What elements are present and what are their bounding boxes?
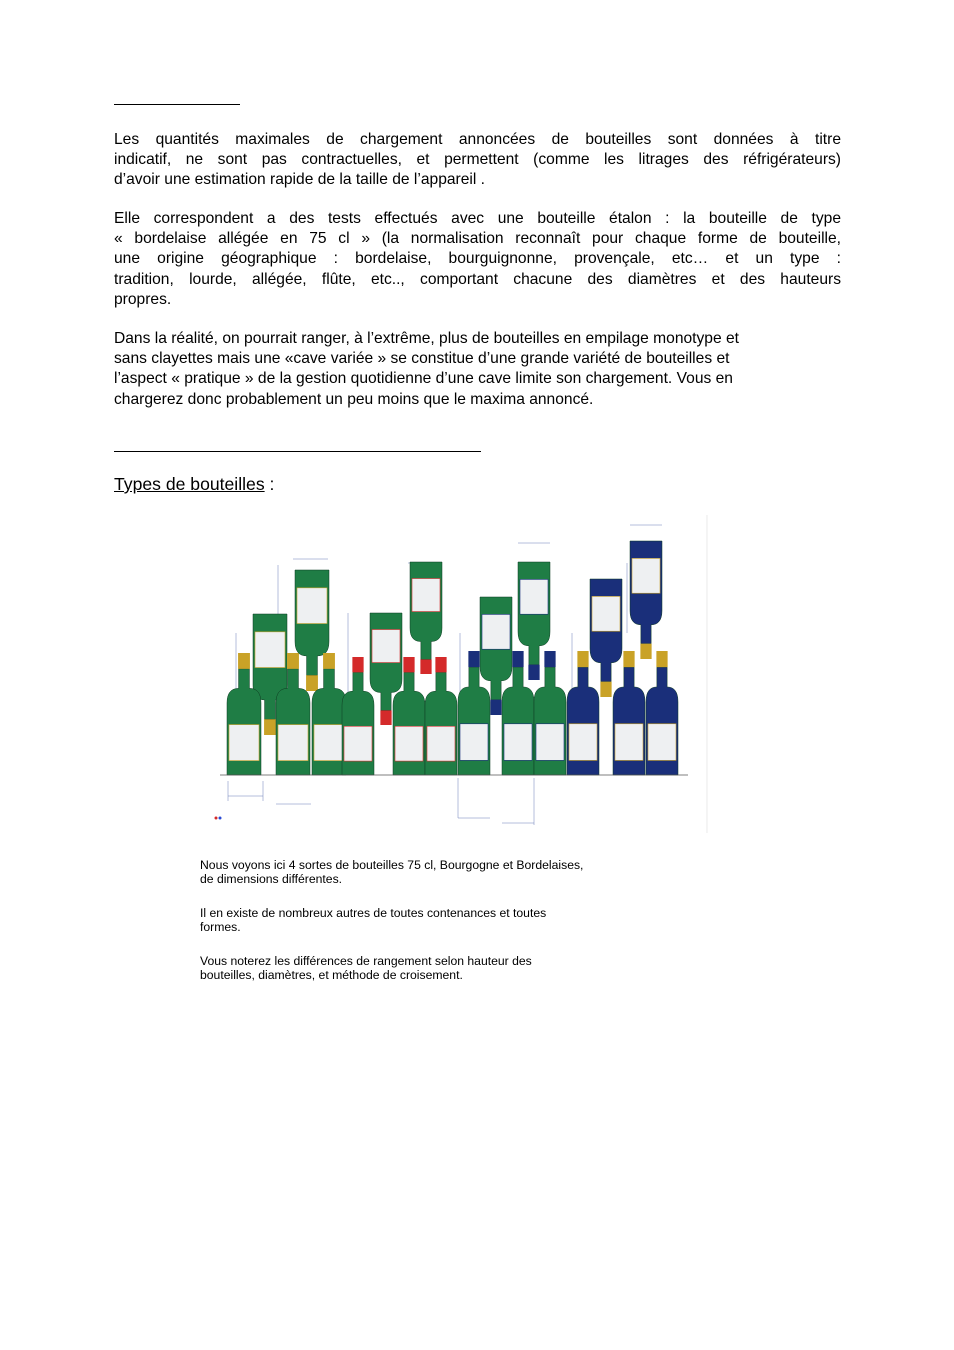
paragraph-line: d’avoir une estimation rapide de la taille de l’appareil . [114,171,486,189]
bottle [646,651,678,775]
heading-text: Types de bouteilles [114,474,265,494]
bottle [342,657,374,775]
paragraph-1 [114,130,841,191]
bottle [613,651,645,775]
heading-suffix: : [264,474,275,494]
paragraph-line: chargerez donc probablement un peu moins que le maxima annoncé. [114,390,594,408]
footnote-separator-short [114,104,240,105]
caption-line: Il en existe de nombreux autres de toutes contenances et toutes [200,906,547,920]
bottle [590,579,622,697]
caption-line: Nous voyons ici 4 sortes de bouteilles 75 cl, Bourgogne et Bordelaises, [200,858,584,872]
paragraph-line: Dans la réalité, on pourrait ranger, à l’extrême, plus de bouteilles en empilage monotype et [114,330,739,347]
caption-2 [200,907,740,935]
section-separator [114,451,481,452]
caption-1 [200,859,740,887]
section-heading [114,474,274,495]
caption-line: de dimensions différentes. [200,871,343,886]
caption-line: Vous noterez les différences de rangement selon hauteur des [200,954,532,968]
paragraph-line: sans clayettes mais une «cave variée » se constitue d’une grande variété de bouteilles et [114,350,730,368]
paragraph-2 [114,209,841,310]
paragraph-line: Elle correspondent a des tests effectués avec une bouteille étalon : la bouteille de type [114,210,841,227]
paragraph-line: l’aspect « pratique » de la gestion quotidienne d’une cave limite son chargement. Vous en [114,370,733,388]
caption-3 [200,955,740,983]
bottles-group [227,541,678,775]
bottle [630,541,662,659]
bottle-types-illustration [200,513,710,835]
paragraph-line: propres. [114,290,172,308]
paragraph-line: « bordelaise allégée en 75 cl » (la normalisation reconnaît pour chaque forme de bouteille, [114,230,841,248]
paragraph-line: tradition, lourde, allégée, flûte, etc.., comportant chacune des diamètres et des hauteurs [114,270,841,288]
paragraph-line: une origine géographique : bordelaise, bourguignonne, provençale, etc… et un type : [114,250,841,268]
origin-dot-blue [219,817,222,820]
paragraph-line: indicatif, ne sont pas contractuelles, et permettent (comme les litrages des réfrigérateurs) [114,151,841,169]
bottle [425,657,457,775]
caption-line: formes. [200,919,241,934]
paragraph-line: Les quantités maximales de chargement annoncées de bouteilles sont données à titre [114,131,841,148]
caption-line: bouteilles, diamètres, et méthode de croisement. [200,967,463,982]
origin-dot-red [215,817,218,820]
paragraph-3 [114,329,841,410]
